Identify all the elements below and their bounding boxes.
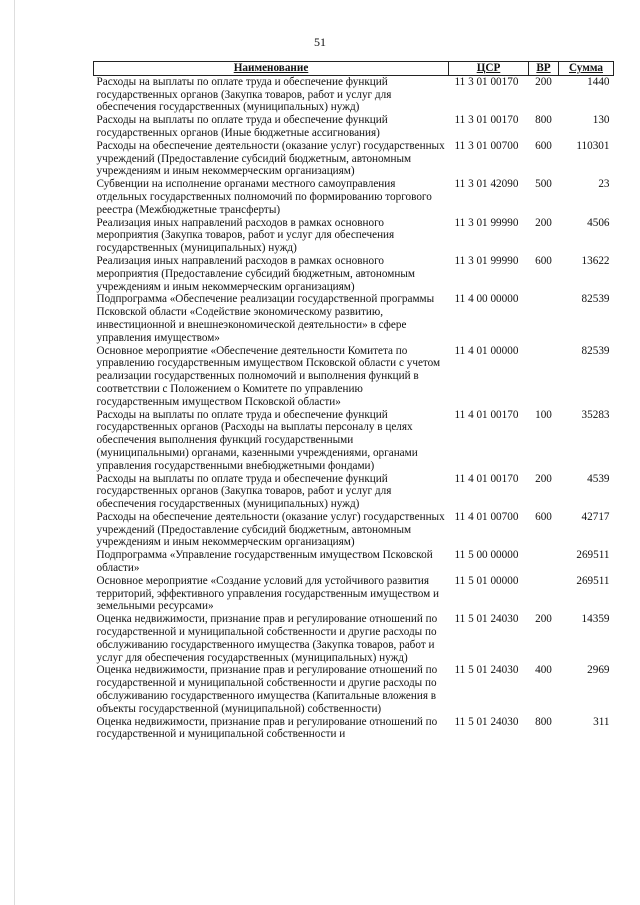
table-row [94, 409, 614, 473]
table-row [94, 217, 614, 255]
row-name-cell: Оценка недвижимости, признание прав и регулирование отношений по государственной и муниципальной собственности и другие расходы по обслуживанию государственного имущества (Капитальные вложения в объекты государственной (муниципальной) собственности) [96, 664, 438, 715]
table-row [94, 511, 614, 549]
row-name-cell: Подпрограмма «Управление государственным имуществом Псковской области» [96, 549, 433, 575]
row-csr-cell: 11 3 01 00170 [454, 75, 519, 88]
row-csr-cell: 11 5 01 24030 [454, 613, 519, 626]
header-name: Наименование [94, 62, 449, 76]
table-row [94, 716, 614, 742]
row-csr-cell: 11 5 01 24030 [454, 664, 519, 677]
table-row [94, 293, 614, 344]
row-sum-cell: 13622 [581, 254, 610, 267]
table-row [94, 575, 614, 613]
row-csr-cell: 11 4 00 00000 [454, 293, 519, 306]
table-row [94, 473, 614, 511]
row-csr-cell: 11 5 00 00000 [454, 549, 519, 562]
row-sum-cell: 14359 [581, 613, 610, 626]
row-vr-cell: 200 [535, 216, 552, 229]
table-header-row [94, 62, 614, 76]
row-vr-cell: 600 [535, 254, 552, 267]
row-sum-cell: 42717 [581, 510, 610, 523]
row-sum-cell: 82539 [581, 293, 610, 306]
row-csr-cell: 11 5 01 00000 [454, 574, 519, 587]
table-row [94, 549, 614, 575]
row-sum-cell: 269511 [576, 574, 610, 587]
table-row [94, 75, 614, 114]
row-sum-cell: 23 [598, 178, 610, 191]
table-row [94, 664, 614, 715]
row-sum-cell: 130 [592, 114, 610, 127]
row-vr-cell: 100 [535, 408, 552, 421]
row-sum-cell: 35283 [581, 408, 610, 421]
row-vr-cell: 600 [535, 510, 552, 523]
table-row [94, 114, 614, 140]
row-sum-cell: 4506 [587, 216, 610, 229]
row-vr-cell: 200 [535, 613, 552, 626]
row-name-cell: Расходы на выплаты по оплате труда и обеспечение функций государственных органов (Расходы на выплаты персоналу в целях обеспечения выполнения функций государственными (муниципальными) органами, казенными учреждениями, органами управления государственными внебюджетными фондами) [96, 408, 418, 472]
row-csr-cell: 11 3 01 99990 [454, 216, 519, 229]
row-vr-cell: 600 [535, 139, 552, 152]
row-sum-cell: 110301 [576, 139, 610, 152]
row-sum-cell: 269511 [576, 549, 610, 562]
table-row [94, 178, 614, 216]
row-csr-cell: 11 3 01 00700 [454, 139, 519, 152]
row-csr-cell: 11 4 01 00170 [454, 408, 519, 421]
row-csr-cell: 11 4 01 00700 [454, 510, 519, 523]
row-name-cell: Основное мероприятие «Обеспечение деятельности Комитета по управлению государственным имуществом Псковской области с учетом реализации государственных полномочий и выполнения функций в соответствии с Положением о Комитете по управлению государственным имуществом Псковской области» [96, 344, 441, 408]
row-csr-cell: 11 3 01 42090 [454, 178, 519, 191]
table-row [94, 140, 614, 178]
row-name-cell: Оценка недвижимости, признание прав и регулирование отношений по государственной и муниципальной собственности и [96, 715, 438, 741]
row-csr-cell: 11 5 01 24030 [454, 715, 519, 728]
row-vr-cell: 200 [535, 75, 552, 88]
row-sum-cell: 311 [593, 715, 610, 728]
row-name-cell: Основное мероприятие «Создание условий для устойчивого развития территорий, эффективного управления государственным имуществом и земельными ресурсами» [96, 574, 439, 613]
header-vr: ВР [529, 62, 559, 76]
row-sum-cell: 4539 [587, 472, 610, 485]
row-vr-cell [529, 345, 559, 409]
row-csr-cell: 11 3 01 99990 [454, 254, 519, 267]
row-name-cell: Расходы на обеспечение деятельности (оказание услуг) государственных учреждений (Предоставление субсидий бюджетным, автономным учреждениям и иным некоммерческим организациям) [96, 139, 445, 178]
header-sum: Сумма [559, 62, 614, 76]
row-csr-cell: 11 4 01 00170 [454, 472, 519, 485]
row-csr-cell: 11 3 01 00170 [454, 114, 519, 127]
header-csr: ЦСР [449, 62, 529, 76]
row-name-cell: Расходы на выплаты по оплате труда и обеспечение функций государственных органов (Закупка товаров, работ и услуг для обеспечения государственных (муниципальных) нужд) [96, 472, 392, 511]
page-number: 51 [314, 35, 326, 49]
row-name-cell: Субвенции на исполнение органами местного самоуправления отдельных государственных полномочий по формированию торгового реестра (Межбюджетные трансферты) [96, 178, 432, 216]
scan-edge [14, 0, 15, 905]
table-row [94, 255, 614, 293]
row-sum-cell: 1440 [587, 75, 610, 88]
row-name-cell: Оценка недвижимости, признание прав и регулирование отношений по государственной и муниципальной собственности и другие расходы по обслуживанию государственного имущества (Закупка товаров, работ и услуг для обеспечения государственных (муниципальных) нужд) [96, 613, 438, 664]
row-name-cell: Реализация иных направлений расходов в рамках основного мероприятия (Предоставление субсидий бюджетным, автономным учреждениям и иным некоммерческим организациям) [96, 254, 415, 293]
row-vr-cell [529, 293, 559, 344]
row-vr-cell: 200 [535, 472, 552, 485]
row-name-cell: Расходы на выплаты по оплате труда и обеспечение функций государственных органов (Иные бюджетные ассигнования) [96, 114, 388, 139]
row-vr-cell: 800 [535, 114, 552, 127]
row-vr-cell [529, 549, 559, 575]
row-name-cell: Подпрограмма «Обеспечение реализации государственной программы Псковской области «Содействие экономическому развитию, инвестиционной и внешнеэкономической деятельности» в сфере управления имуществом» [96, 293, 435, 344]
row-sum-cell: 82539 [581, 344, 610, 357]
row-csr-cell: 11 4 01 00000 [454, 344, 519, 357]
row-vr-cell: 800 [535, 715, 552, 728]
row-vr-cell: 500 [535, 178, 552, 191]
row-name-cell: Реализация иных направлений расходов в рамках основного мероприятия (Закупка товаров, работ и услуг для обеспечения государственных (муниципальных) нужд) [96, 216, 395, 255]
row-vr-cell [529, 575, 559, 613]
budget-table [93, 61, 614, 741]
row-sum-cell: 2969 [587, 664, 610, 677]
row-vr-cell: 400 [535, 664, 552, 677]
row-name-cell: Расходы на обеспечение деятельности (оказание услуг) государственных учреждений (Предоставление субсидий бюджетным, автономным учреждениям и иным некоммерческим организациям) [96, 510, 445, 549]
row-name-cell: Расходы на выплаты по оплате труда и обеспечение функций государственных органов (Закупка товаров, работ и услуг для обеспечения государственных (муниципальных) нужд) [96, 75, 392, 114]
table-row [94, 613, 614, 664]
table-row [94, 345, 614, 409]
